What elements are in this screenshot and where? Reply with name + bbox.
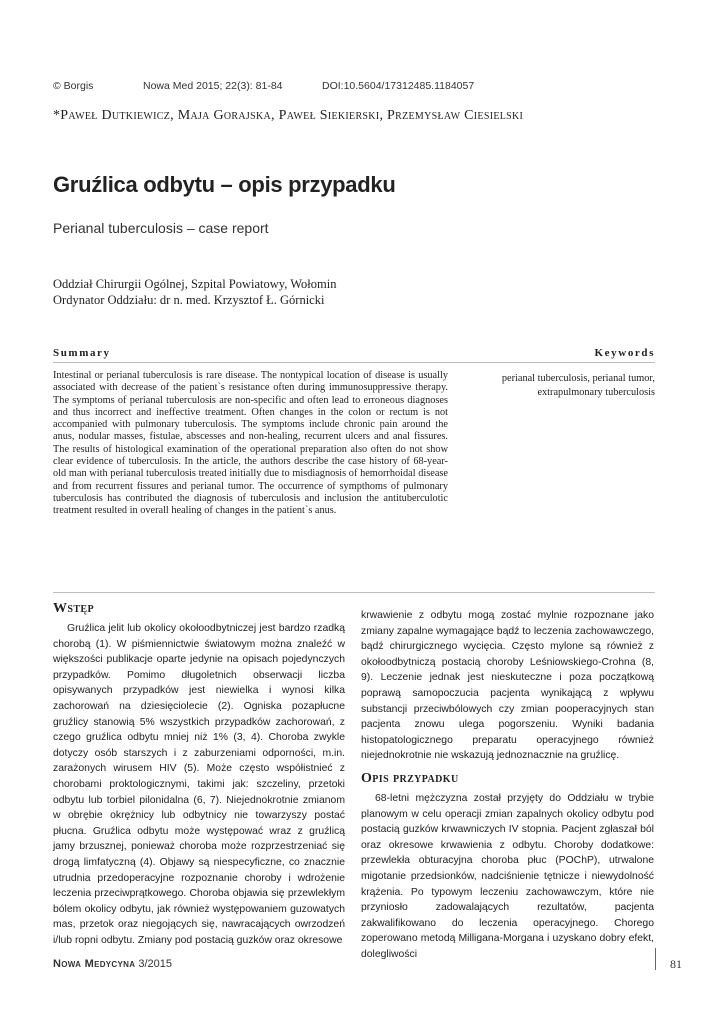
authors: *Paweł Dutkiewicz, Maja Gorajska, Paweł Siekierski, Przemysław Ciesielski — [53, 108, 524, 123]
journal-name: Nowa Medycyna — [53, 958, 136, 970]
article-title: Gruźlica odbytu – opis przypadku — [53, 172, 396, 197]
divider — [53, 592, 655, 593]
affiliation-line: Ordynator Oddziału: dr n. med. Krzysztof Ł. Górnicki — [53, 293, 325, 307]
keywords-text — [455, 372, 655, 400]
summary-heading: Summary — [53, 347, 111, 359]
citation-label: Nowa Med 2015; 22(3): 81-84 — [143, 80, 283, 92]
publisher-label: © Borgis — [53, 80, 94, 92]
right-column — [361, 608, 654, 962]
case-heading: Opis przypadku — [361, 770, 459, 786]
journal-issue: 3/2015 — [138, 958, 173, 970]
keywords-line: perianal tuberculosis, perianal tumor, — [501, 373, 655, 384]
intro-heading: Wstęp — [53, 601, 95, 616]
intro-paragraph: Gruźlica jelit lub okolicy okołoodbytniczej jest bardzo rzadką chorobą (1). W piśmiennictwie światowym można znaleźć w większości publikacje oparte jedynie na opisach pojedynczych przypadków. Pomimo długoletnich obserwacji liczba opisywanych przypadków jest niewielka i wynosi kilka zachorowań na dziesięciolecie (2). Ogniska pozapłucne gruźlicy stanowią 5% wszystkich przypadków zachorowań, z czego gruźlica odbytu mniej niż 1% (3, 4). Choroba zwykle dotyczy osób starszych i z zaburzeniami odporności, m.in. zarażonych wirusem HIV (5). Może często współistnieć z chorobami proktologicznymi, takimi jak: szczeliny, przetoki odbytu lub torbiel pilonidalna (6, 7). Niejednokrotnie zmianom w obrębie okrężnicy lub odbytnicy nie towarzyszy postać płucna. Gruźlica odbytu może występować wraz z gruźlicą jamy brzusznej, ponieważ choroba może rozprzestrzeniać się drogą limfatyczną (4). Objawy są niespecyficzne, co znacznie utrudnia przedoperacyjne rozpoznanie choroby i wdrożenie leczenia przeciwprątkowego. Choroba objawia się przewlekłym bólem okolicy odbytu, jak również występowaniem guzowatych mas, przetok oraz niegojących się, nawracających owrzodzeń i/lub ropni odbytu. Zmiany pod postacią guzków oraz okresowe — [53, 623, 345, 946]
keywords-line: extrapulmonary tuberculosis — [537, 387, 655, 398]
footer-divider — [655, 948, 656, 970]
case-paragraph: 68-letni mężczyzna został przyjęty do Oddziału w trybie planowym w celu operacji zmian zapalnych okolicy odbytu pod postacią guzków krwawniczych IV stopnia. Pacjent zgłaszał ból oraz okresowe krwawienia z odbytu. Choroby dodatkowe: przewlekła obturacyjna choroba płuc (POChP), utrwalone migotanie przedsionków, nadciśnienie tętnicze i niewydolność krążenia. Po typowym leczeniu zachowawczym, które nie przyniosło zadowalających rezultatów, pacjenta zakwalifikowano do leczenia operacyjnego. Chorego zoperowano metodą Milligana-Morgana i uzyskano dobry efekt, dolegliwości — [361, 792, 654, 960]
page-number: 81 — [670, 957, 682, 971]
divider — [53, 362, 655, 363]
article-subtitle: Perianal tuberculosis – case report — [53, 220, 269, 236]
footer-journal — [53, 958, 172, 970]
left-column — [53, 600, 345, 948]
doi-label: DOI:10.5604/17312485.1184057 — [322, 80, 475, 92]
affiliation-line: Oddział Chirurgii Ogólnej, Szpital Powiatowy, Wołomin — [53, 277, 337, 291]
affiliation — [53, 276, 336, 308]
summary-text: Intestinal or perianal tuberculosis is rare disease. The nontypical location of disease is usually associated with decrease of the patient`s resistance often during immunosuppressive therapy. The symptoms of perianal tuberculosis are non-specific and often lead to erroneous diagnoses and thus incorrect and ineffective treatment. Often changes in the colon or rectum is not accompanied with pulmonary tuberculosis. The symptoms include chronic pain around the anus, nodular masses, fistulae, abscesses and non-healing, recurrent ulcers and anal fissures. The results of histological examination of the operational preparation also often do not show clear evidence of tuberculosis. In the article, the authors describe the case history of 68-year-old man with perianal tuberculosis treated initially due to misdiagnosis of hemorrhoidal disease and from recurrent fissures and perianal tumor. The occurrence of sympthoms of pulmonary tuberculosis has contributed the diagnosis of tuberculosis and inclusion the antituberculotic treatment resulted in overall healing of changes in the patient`s anus. — [53, 370, 448, 517]
keywords-heading: Keywords — [594, 347, 655, 359]
intro-continued-paragraph: krwawienie z odbytu mogą zostać mylnie rozpoznane jako zmiany zapalne wymagające bądź to leczenia zachowawczego, bądź chirurgicznego wycięcia. Często mylone są również z okołoodbytniczą postacią choroby Leśniowskiego-Crohna (8, 9). Leczenie jednak jest nieskuteczne i poza początkową poprawą samopoczucia pacjenta wynikającą z wpływu substancji przeciwbólowych czy zmian pooperacyjnych stan pacjenta znowu ulega pogorszeniu. Wyniki badania histopatologicznego preparatu operacyjnego również niejednokrotnie nie wskazują jednoznacznie na gruźlicę. — [361, 610, 654, 762]
